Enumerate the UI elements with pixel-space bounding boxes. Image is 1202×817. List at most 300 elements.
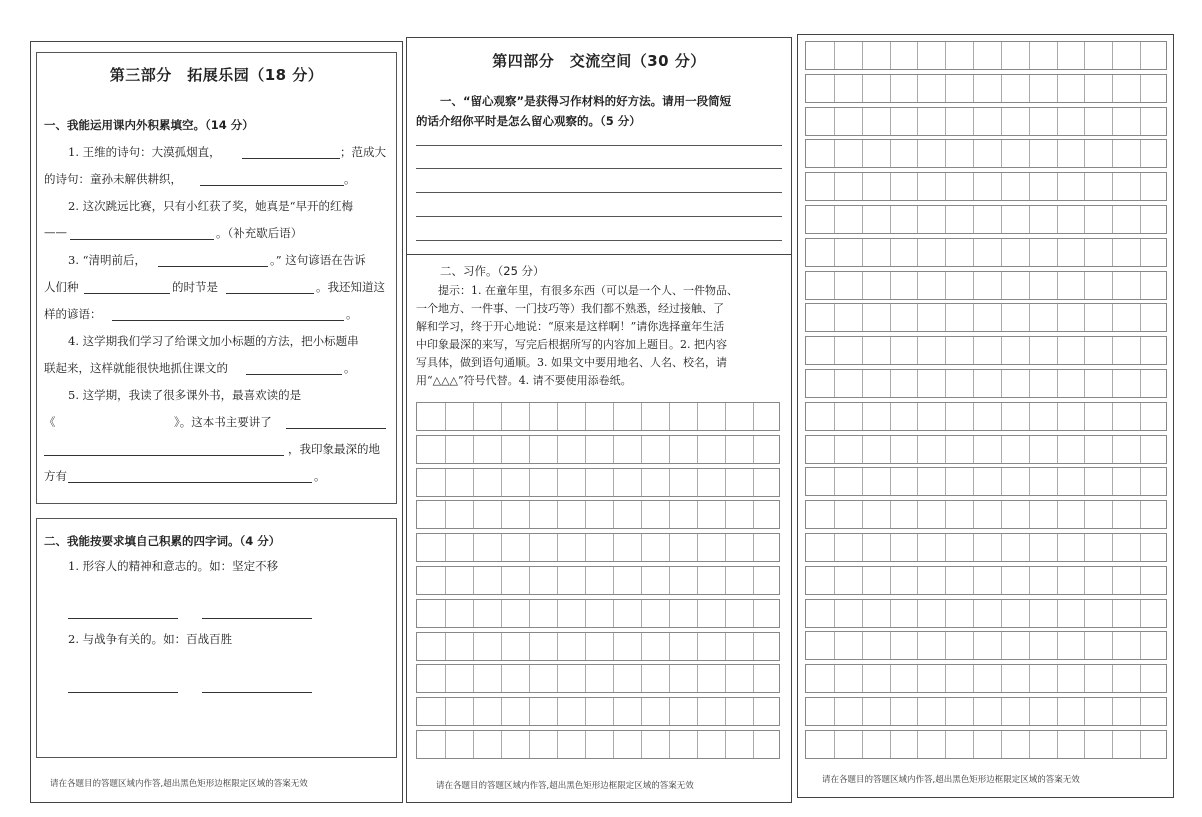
grid-cell-divider [1112,534,1113,561]
grid-cell-divider [834,403,835,430]
grid-cell-divider [834,304,835,331]
grid-cell-divider [945,436,946,463]
grid-cell-divider [1112,272,1113,299]
grid-cell-divider [1001,436,1002,463]
grid-cell-divider [445,600,446,627]
grid-cell-divider [917,534,918,561]
grid-cell-divider [585,501,586,528]
grid-cell-divider [862,42,863,69]
answer-blank[interactable] [202,692,312,693]
grid-cell-divider [834,632,835,659]
grid-cell-divider [890,632,891,659]
grid-cell-divider [890,501,891,528]
part3-q2-heading: 二、我能按要求填自己积累的四字词。（4 分） [44,534,281,548]
grid-cell-divider [1112,632,1113,659]
grid-cell-divider [973,600,974,627]
grid-row[interactable] [805,435,1167,464]
grid-cell-divider [1001,173,1002,200]
grid-cell-divider [753,665,754,692]
grid-cell-divider [725,698,726,725]
grid-row[interactable] [805,500,1167,529]
answer-blank[interactable] [84,293,170,294]
grid-cell-divider [1057,534,1058,561]
grid-cell-divider [834,42,835,69]
grid-cell-divider [973,567,974,594]
grid-cell-divider [1084,370,1085,397]
grid-cell-divider [945,370,946,397]
grid-row[interactable] [805,271,1167,300]
grid-cell-divider [1140,206,1141,233]
answer-blank[interactable] [112,320,344,321]
grid-row[interactable] [416,435,780,464]
grid-cell-divider [1112,370,1113,397]
grid-cell-divider [1029,600,1030,627]
grid-cell-divider [529,567,530,594]
grid-cell-divider [641,469,642,496]
grid-cell-divider [613,469,614,496]
grid-cell-divider [557,600,558,627]
grid-cell-divider [834,501,835,528]
grid-cell-divider [445,665,446,692]
grid-cell-divider [1001,501,1002,528]
grid-cell-divider [862,632,863,659]
grid-cell-divider [1029,206,1030,233]
grid-cell-divider [1001,108,1002,135]
writing-line[interactable] [416,145,782,146]
answer-blank[interactable] [44,455,284,456]
grid-cell-divider [890,206,891,233]
grid-cell-divider [862,337,863,364]
grid-cell-divider [890,567,891,594]
grid-cell-divider [1112,698,1113,725]
grid-cell-divider [1084,665,1085,692]
grid-cell-divider [1029,567,1030,594]
part4-q2-heading: 二、习作。（25 分） [440,264,545,278]
grid-cell-divider [1057,206,1058,233]
grid-cell-divider [1112,173,1113,200]
grid-row[interactable] [805,205,1167,234]
grid-cell-divider [890,468,891,495]
grid-cell-divider [669,501,670,528]
grid-cell-divider [1140,501,1141,528]
grid-cell-divider [1001,272,1002,299]
grid-cell-divider [473,698,474,725]
answer-blank[interactable] [68,482,312,483]
grid-row[interactable] [805,172,1167,201]
grid-cell-divider [973,632,974,659]
p3-l4a: —— [44,225,67,239]
writing-grid[interactable] [805,41,1167,760]
answer-blank[interactable] [246,374,342,375]
grid-cell-divider [1029,140,1030,167]
grid-cell-divider [834,436,835,463]
grid-cell-divider [529,469,530,496]
grid-cell-divider [945,567,946,594]
grid-cell-divider [862,731,863,758]
grid-cell-divider [725,534,726,561]
grid-row[interactable] [805,238,1167,267]
grid-cell-divider [613,436,614,463]
grid-cell-divider [557,469,558,496]
grid-cell-divider [945,75,946,102]
p3-l4b: 。（补充歇后语） [216,226,303,240]
grid-row[interactable] [805,566,1167,595]
grid-cell-divider [725,501,726,528]
grid-cell-divider [753,501,754,528]
grid-cell-divider [973,534,974,561]
grid-row[interactable] [805,336,1167,365]
grid-cell-divider [973,468,974,495]
grid-cell-divider [862,698,863,725]
grid-row[interactable] [805,631,1167,660]
grid-cell-divider [529,534,530,561]
grid-cell-divider [473,600,474,627]
grid-cell-divider [973,403,974,430]
grid-cell-divider [862,370,863,397]
grid-cell-divider [1084,534,1085,561]
grid-cell-divider [1140,370,1141,397]
grid-row[interactable] [805,402,1167,431]
grid-cell-divider [1029,42,1030,69]
grid-cell-divider [753,567,754,594]
grid-cell-divider [1084,272,1085,299]
grid-cell-divider [1001,239,1002,266]
grid-cell-divider [585,534,586,561]
grid-cell-divider [862,567,863,594]
grid-cell-divider [613,567,614,594]
grid-cell-divider [697,600,698,627]
grid-cell-divider [1057,698,1058,725]
answer-blank[interactable] [158,266,268,267]
writing-line[interactable] [416,168,782,169]
answer-blank[interactable] [202,618,312,619]
answer-blank[interactable] [68,692,178,693]
grid-cell-divider [1140,567,1141,594]
grid-cell-divider [445,501,446,528]
grid-cell-divider [1140,108,1141,135]
grid-cell-divider [1057,665,1058,692]
grid-cell-divider [917,239,918,266]
part4-title: 第四部分 交流空间（30 分） [492,52,706,70]
grid-cell-divider [557,698,558,725]
grid-cell-divider [445,403,446,430]
grid-cell-divider [973,304,974,331]
grid-cell-divider [725,731,726,758]
grid-cell-divider [445,731,446,758]
grid-cell-divider [1084,567,1085,594]
grid-cell-divider [473,501,474,528]
grid-cell-divider [641,600,642,627]
grid-cell-divider [1057,600,1058,627]
p3-l11a: 《 [44,415,56,429]
grid-cell-divider [613,633,614,660]
grid-cell-divider [641,534,642,561]
grid-row[interactable] [805,697,1167,726]
grid-cell-divider [697,665,698,692]
grid-cell-divider [862,600,863,627]
grid-cell-divider [1112,403,1113,430]
grid-cell-divider [1029,108,1030,135]
grid-cell-divider [697,633,698,660]
grid-cell-divider [1084,501,1085,528]
grid-row[interactable] [805,303,1167,332]
answer-blank[interactable] [286,428,386,429]
grid-cell-divider [1057,75,1058,102]
grid-cell-divider [862,304,863,331]
grid-row[interactable] [805,664,1167,693]
grid-cell-divider [1029,436,1030,463]
grid-cell-divider [1001,403,1002,430]
grid-cell-divider [1057,436,1058,463]
grid-cell-divider [945,173,946,200]
grid-row[interactable] [805,74,1167,103]
grid-cell-divider [917,567,918,594]
answer-blank[interactable] [226,293,314,294]
grid-cell-divider [973,665,974,692]
grid-cell-divider [1084,75,1085,102]
grid-cell-divider [1057,403,1058,430]
grid-cell-divider [473,469,474,496]
grid-row[interactable] [805,369,1167,398]
answer-blank[interactable] [242,158,340,159]
grid-row[interactable] [805,533,1167,562]
grid-cell-divider [501,534,502,561]
grid-cell-divider [585,731,586,758]
writing-grid[interactable] [416,402,780,762]
grid-cell-divider [1029,665,1030,692]
grid-cell-divider [501,436,502,463]
grid-cell-divider [585,567,586,594]
grid-cell-divider [890,337,891,364]
grid-row[interactable] [416,566,780,595]
grid-cell-divider [834,239,835,266]
grid-cell-divider [585,698,586,725]
grid-cell-divider [1084,173,1085,200]
grid-cell-divider [890,403,891,430]
grid-cell-divider [529,436,530,463]
grid-cell-divider [697,501,698,528]
grid-cell-divider [725,403,726,430]
grid-row[interactable] [416,730,780,759]
grid-cell-divider [557,567,558,594]
answer-blank[interactable] [68,618,178,619]
grid-cell-divider [917,206,918,233]
grid-cell-divider [1001,567,1002,594]
grid-row[interactable] [805,467,1167,496]
grid-cell-divider [1029,75,1030,102]
grid-cell-divider [834,698,835,725]
grid-cell-divider [1029,534,1030,561]
writing-line[interactable] [416,216,782,217]
grid-row[interactable] [416,599,780,628]
grid-cell-divider [501,698,502,725]
grid-cell-divider [725,600,726,627]
grid-cell-divider [445,633,446,660]
grid-cell-divider [1001,731,1002,758]
grid-cell-divider [834,337,835,364]
grid-cell-divider [1057,731,1058,758]
grid-cell-divider [557,436,558,463]
grid-cell-divider [945,140,946,167]
grid-cell-divider [1084,206,1085,233]
answer-blank[interactable] [70,239,214,240]
grid-cell-divider [1112,140,1113,167]
grid-cell-divider [917,731,918,758]
part4-footer: 请在各题目的答题区域内作答,超出黑色矩形边框限定区域的答案无效 [436,781,694,791]
grid-cell-divider [557,534,558,561]
grid-cell-divider [641,698,642,725]
grid-cell-divider [725,436,726,463]
grid-cell-divider [945,403,946,430]
grid-cell-divider [1140,468,1141,495]
grid-cell-divider [1029,173,1030,200]
grid-cell-divider [1112,337,1113,364]
part5-footer: 请在各题目的答题区域内作答,超出黑色矩形边框限定区域的答案无效 [822,775,1080,785]
grid-cell-divider [641,403,642,430]
prompt-line: 用“△△△”符号代替。4. 请不要使用添卷纸。 [416,374,632,387]
grid-row[interactable] [805,107,1167,136]
grid-cell-divider [945,632,946,659]
grid-row[interactable] [416,533,780,562]
grid-row[interactable] [416,402,780,431]
grid-cell-divider [585,403,586,430]
grid-cell-divider [445,469,446,496]
grid-cell-divider [585,436,586,463]
grid-cell-divider [1057,501,1058,528]
grid-row[interactable] [416,697,780,726]
grid-cell-divider [890,272,891,299]
grid-cell-divider [1057,304,1058,331]
grid-cell-divider [1001,42,1002,69]
grid-row[interactable] [416,664,780,693]
grid-cell-divider [1140,534,1141,561]
grid-cell-divider [973,140,974,167]
p3-l8: 4. 这学期我们学习了给课文加小标题的方法，把小标题串 [68,334,359,348]
grid-cell-divider [1084,304,1085,331]
p3-l5a: 3. “清明前后， [68,253,147,267]
grid-cell-divider [917,403,918,430]
grid-row[interactable] [416,632,780,661]
grid-cell-divider [1057,140,1058,167]
answer-blank[interactable] [200,185,344,186]
grid-row[interactable] [805,139,1167,168]
p3-l10: 5. 这学期，我读了很多课外书，最喜欢读的是 [68,388,302,402]
grid-cell-divider [529,403,530,430]
grid-row[interactable] [805,599,1167,628]
grid-cell-divider [669,665,670,692]
grid-cell-divider [557,731,558,758]
grid-row[interactable] [805,730,1167,759]
grid-cell-divider [890,304,891,331]
grid-cell-divider [1001,337,1002,364]
grid-cell-divider [1140,665,1141,692]
grid-cell-divider [585,633,586,660]
grid-cell-divider [862,140,863,167]
grid-row[interactable] [805,41,1167,70]
grid-cell-divider [669,403,670,430]
grid-cell-divider [473,731,474,758]
grid-cell-divider [725,567,726,594]
grid-cell-divider [973,501,974,528]
p3-l13a: 方有 [44,469,67,483]
grid-cell-divider [753,403,754,430]
grid-cell-divider [862,75,863,102]
part3-q1-heading: 一、我能运用课内外积累填空。（14 分） [44,118,254,132]
grid-cell-divider [529,698,530,725]
grid-cell-divider [945,468,946,495]
grid-cell-divider [1084,698,1085,725]
writing-line[interactable] [416,192,782,193]
grid-cell-divider [1001,600,1002,627]
grid-cell-divider [641,501,642,528]
grid-cell-divider [834,206,835,233]
grid-cell-divider [1029,239,1030,266]
grid-cell-divider [834,731,835,758]
grid-cell-divider [834,534,835,561]
grid-cell-divider [1140,42,1141,69]
grid-cell-divider [669,436,670,463]
part4-divider [407,254,791,255]
grid-cell-divider [973,239,974,266]
p3-l3: 2. 这次跳远比赛，只有小红获了奖，她真是“早开的红梅 [68,199,354,213]
grid-cell-divider [501,665,502,692]
grid-cell-divider [1001,304,1002,331]
part3-title: 第三部分 拓展乐园（18 分） [109,66,324,84]
grid-cell-divider [1140,436,1141,463]
grid-cell-divider [890,108,891,135]
grid-cell-divider [753,436,754,463]
grid-cell-divider [890,173,891,200]
grid-row[interactable] [416,500,780,529]
grid-row[interactable] [416,468,780,497]
grid-cell-divider [1029,501,1030,528]
writing-line[interactable] [416,240,782,241]
grid-cell-divider [1057,239,1058,266]
p3-l12: ，我印象最深的地 [288,442,380,456]
grid-cell-divider [641,665,642,692]
grid-cell-divider [557,633,558,660]
grid-cell-divider [613,600,614,627]
grid-cell-divider [890,436,891,463]
grid-cell-divider [725,665,726,692]
grid-cell-divider [1057,370,1058,397]
grid-cell-divider [473,534,474,561]
grid-cell-divider [917,173,918,200]
grid-cell-divider [641,633,642,660]
grid-cell-divider [1112,600,1113,627]
grid-cell-divider [557,403,558,430]
part3-footer: 请在各题目的答题区域内作答,超出黑色矩形边框限定区域的答案无效 [50,779,308,789]
grid-cell-divider [501,501,502,528]
grid-cell-divider [890,42,891,69]
grid-cell-divider [945,501,946,528]
grid-cell-divider [529,731,530,758]
grid-cell-divider [1057,108,1058,135]
grid-cell-divider [1112,665,1113,692]
grid-cell-divider [613,731,614,758]
grid-cell-divider [473,665,474,692]
grid-cell-divider [613,403,614,430]
grid-cell-divider [1001,698,1002,725]
grid-cell-divider [529,665,530,692]
grid-cell-divider [1084,337,1085,364]
prompt-line: 一个地方、一件事、一门技巧等）我们都不熟悉，经过接触、了 [416,302,724,315]
grid-cell-divider [1140,173,1141,200]
grid-cell-divider [834,173,835,200]
p3-l13b: 。 [314,469,326,483]
grid-cell-divider [917,42,918,69]
grid-cell-divider [945,239,946,266]
